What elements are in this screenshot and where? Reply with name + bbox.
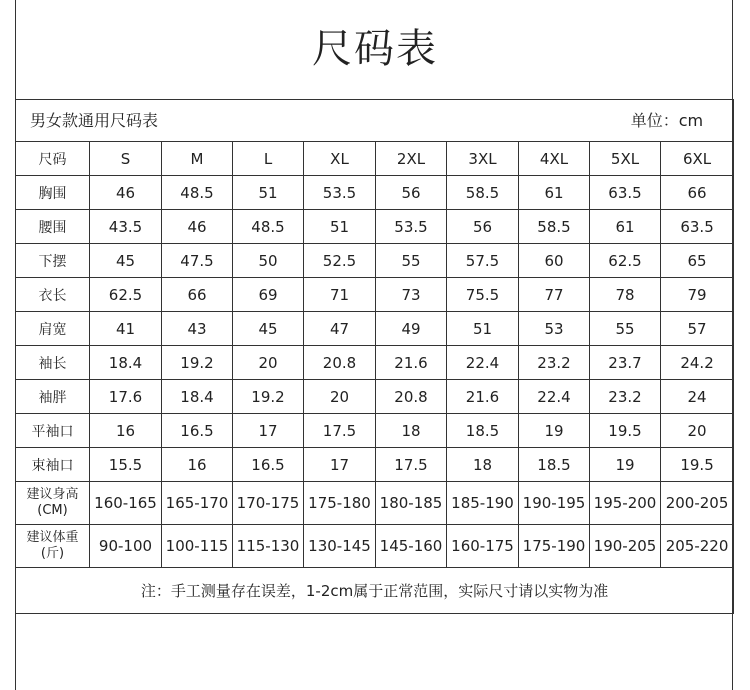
table-cell: 58.5 xyxy=(519,210,590,244)
table-row xyxy=(16,414,734,448)
page-title: 尺码表 xyxy=(312,26,438,72)
table-cell: 43.5 xyxy=(90,210,162,244)
row-label: 平袖口 xyxy=(16,414,90,448)
caption-cell xyxy=(16,100,734,142)
suggested-height-row xyxy=(16,482,734,525)
size-header-cell: 4XL xyxy=(519,142,590,176)
table-cell: 175-180 xyxy=(304,482,376,525)
table-cell: 66 xyxy=(162,278,233,312)
row-label: 袖胖 xyxy=(16,380,90,414)
table-cell: 20 xyxy=(304,380,376,414)
table-cell: 16.5 xyxy=(162,414,233,448)
size-header-cell: 5XL xyxy=(590,142,661,176)
table-cell: 69 xyxy=(233,278,304,312)
table-cell: 23.2 xyxy=(519,346,590,380)
table-cell: 24 xyxy=(661,380,734,414)
table-cell: 19 xyxy=(519,414,590,448)
table-cell: 55 xyxy=(376,244,447,278)
table-cell: 17.5 xyxy=(376,448,447,482)
table-cell: 18.4 xyxy=(90,346,162,380)
size-header-cell: L xyxy=(233,142,304,176)
table-cell: 115-130 xyxy=(233,525,304,568)
table-row xyxy=(16,312,734,346)
table-cell: 16.5 xyxy=(233,448,304,482)
table-cell: 100-115 xyxy=(162,525,233,568)
table-cell: 56 xyxy=(447,210,519,244)
table-row xyxy=(16,278,734,312)
table-cell: 160-175 xyxy=(447,525,519,568)
suggested-weight-row xyxy=(16,525,734,568)
row-label-line2: (CM) xyxy=(37,503,68,518)
table-cell: 22.4 xyxy=(519,380,590,414)
table-cell: 130-145 xyxy=(304,525,376,568)
table-cell: 20 xyxy=(233,346,304,380)
table-cell: 19.5 xyxy=(661,448,734,482)
row-label: 束袖口 xyxy=(16,448,90,482)
table-cell: 63.5 xyxy=(661,210,734,244)
size-header-cell: M xyxy=(162,142,233,176)
table-cell: 48.5 xyxy=(233,210,304,244)
row-label: 袖长 xyxy=(16,346,90,380)
table-cell: 190-195 xyxy=(519,482,590,525)
table-cell: 23.2 xyxy=(590,380,661,414)
table-cell: 57 xyxy=(661,312,734,346)
table-cell: 22.4 xyxy=(447,346,519,380)
table-cell: 24.2 xyxy=(661,346,734,380)
table-cell: 45 xyxy=(233,312,304,346)
table-cell: 63.5 xyxy=(590,176,661,210)
table-cell: 61 xyxy=(590,210,661,244)
row-label: 下摆 xyxy=(16,244,90,278)
table-row xyxy=(16,380,734,414)
table-cell: 53 xyxy=(519,312,590,346)
caption-row xyxy=(16,100,734,142)
size-header-cell: XL xyxy=(304,142,376,176)
table-cell: 15.5 xyxy=(90,448,162,482)
table-cell: 17 xyxy=(304,448,376,482)
table-row xyxy=(16,244,734,278)
row-label-line2: (斤) xyxy=(40,546,65,561)
table-cell: 180-185 xyxy=(376,482,447,525)
table-cell: 75.5 xyxy=(447,278,519,312)
table-cell: 73 xyxy=(376,278,447,312)
table-cell: 16 xyxy=(162,448,233,482)
row-label-line1: 建议身高 xyxy=(26,487,79,502)
table-cell: 62.5 xyxy=(590,244,661,278)
table-cell: 17.6 xyxy=(90,380,162,414)
table-cell: 79 xyxy=(661,278,734,312)
row-label: 胸围 xyxy=(16,176,90,210)
table-row xyxy=(16,210,734,244)
table-cell: 185-190 xyxy=(447,482,519,525)
table-cell: 65 xyxy=(661,244,734,278)
table-cell: 53.5 xyxy=(304,176,376,210)
row-label: 衣长 xyxy=(16,278,90,312)
size-header-cell: 3XL xyxy=(447,142,519,176)
table-cell: 51 xyxy=(304,210,376,244)
table-cell: 18.4 xyxy=(162,380,233,414)
table-row xyxy=(16,176,734,210)
table-cell: 90-100 xyxy=(90,525,162,568)
table-cell: 18 xyxy=(376,414,447,448)
table-row xyxy=(16,448,734,482)
row-label: 肩宽 xyxy=(16,312,90,346)
table-cell: 58.5 xyxy=(447,176,519,210)
table-cell: 17 xyxy=(233,414,304,448)
table-cell: 200-205 xyxy=(661,482,734,525)
row-label xyxy=(16,482,90,525)
table-cell: 48.5 xyxy=(162,176,233,210)
table-cell: 19.5 xyxy=(590,414,661,448)
table-cell: 23.7 xyxy=(590,346,661,380)
size-header-row xyxy=(16,142,734,176)
row-label: 腰围 xyxy=(16,210,90,244)
row-label-line1: 建议体重 xyxy=(26,530,79,545)
table-cell: 53.5 xyxy=(376,210,447,244)
table-cell: 21.6 xyxy=(376,346,447,380)
table-cell: 195-200 xyxy=(590,482,661,525)
table-cell: 18 xyxy=(447,448,519,482)
table-cell: 165-170 xyxy=(162,482,233,525)
table-row xyxy=(16,346,734,380)
table-cell: 47 xyxy=(304,312,376,346)
table-cell: 49 xyxy=(376,312,447,346)
size-table xyxy=(15,99,734,614)
size-header-cell: S xyxy=(90,142,162,176)
table-cell: 19 xyxy=(590,448,661,482)
table-cell: 51 xyxy=(447,312,519,346)
table-cell: 61 xyxy=(519,176,590,210)
table-cell: 77 xyxy=(519,278,590,312)
table-cell: 18.5 xyxy=(447,414,519,448)
table-cell: 145-160 xyxy=(376,525,447,568)
table-cell: 20.8 xyxy=(376,380,447,414)
table-cell: 16 xyxy=(90,414,162,448)
table-cell: 20 xyxy=(661,414,734,448)
table-cell: 41 xyxy=(90,312,162,346)
table-cell: 60 xyxy=(519,244,590,278)
unit-label: 单位：cm xyxy=(630,111,704,130)
table-cell: 19.2 xyxy=(233,380,304,414)
table-cell: 52.5 xyxy=(304,244,376,278)
row-label xyxy=(16,525,90,568)
table-cell: 46 xyxy=(90,176,162,210)
table-cell: 17.5 xyxy=(304,414,376,448)
note-row xyxy=(16,568,734,614)
table-cell: 21.6 xyxy=(447,380,519,414)
table-cell: 51 xyxy=(233,176,304,210)
table-cell: 205-220 xyxy=(661,525,734,568)
table-cell: 43 xyxy=(162,312,233,346)
table-cell: 170-175 xyxy=(233,482,304,525)
table-cell: 57.5 xyxy=(447,244,519,278)
table-cell: 56 xyxy=(376,176,447,210)
table-cell: 190-205 xyxy=(590,525,661,568)
table-cell: 50 xyxy=(233,244,304,278)
measurement-note: 注：手工测量存在误差，1-2cm属于正常范围，实际尺寸请以实物为准 xyxy=(16,568,734,614)
size-header-cell: 2XL xyxy=(376,142,447,176)
size-header-label: 尺码 xyxy=(16,142,90,176)
table-cell: 18.5 xyxy=(519,448,590,482)
table-cell: 46 xyxy=(162,210,233,244)
table-cell: 66 xyxy=(661,176,734,210)
table-cell: 45 xyxy=(90,244,162,278)
table-caption: 男女款通用尺码表 xyxy=(30,111,159,130)
table-cell: 19.2 xyxy=(162,346,233,380)
table-cell: 78 xyxy=(590,278,661,312)
table-cell: 62.5 xyxy=(90,278,162,312)
table-cell: 55 xyxy=(590,312,661,346)
table-cell: 47.5 xyxy=(162,244,233,278)
table-cell: 71 xyxy=(304,278,376,312)
size-header-cell: 6XL xyxy=(661,142,734,176)
table-cell: 160-165 xyxy=(90,482,162,525)
table-cell: 175-190 xyxy=(519,525,590,568)
table-cell: 20.8 xyxy=(304,346,376,380)
